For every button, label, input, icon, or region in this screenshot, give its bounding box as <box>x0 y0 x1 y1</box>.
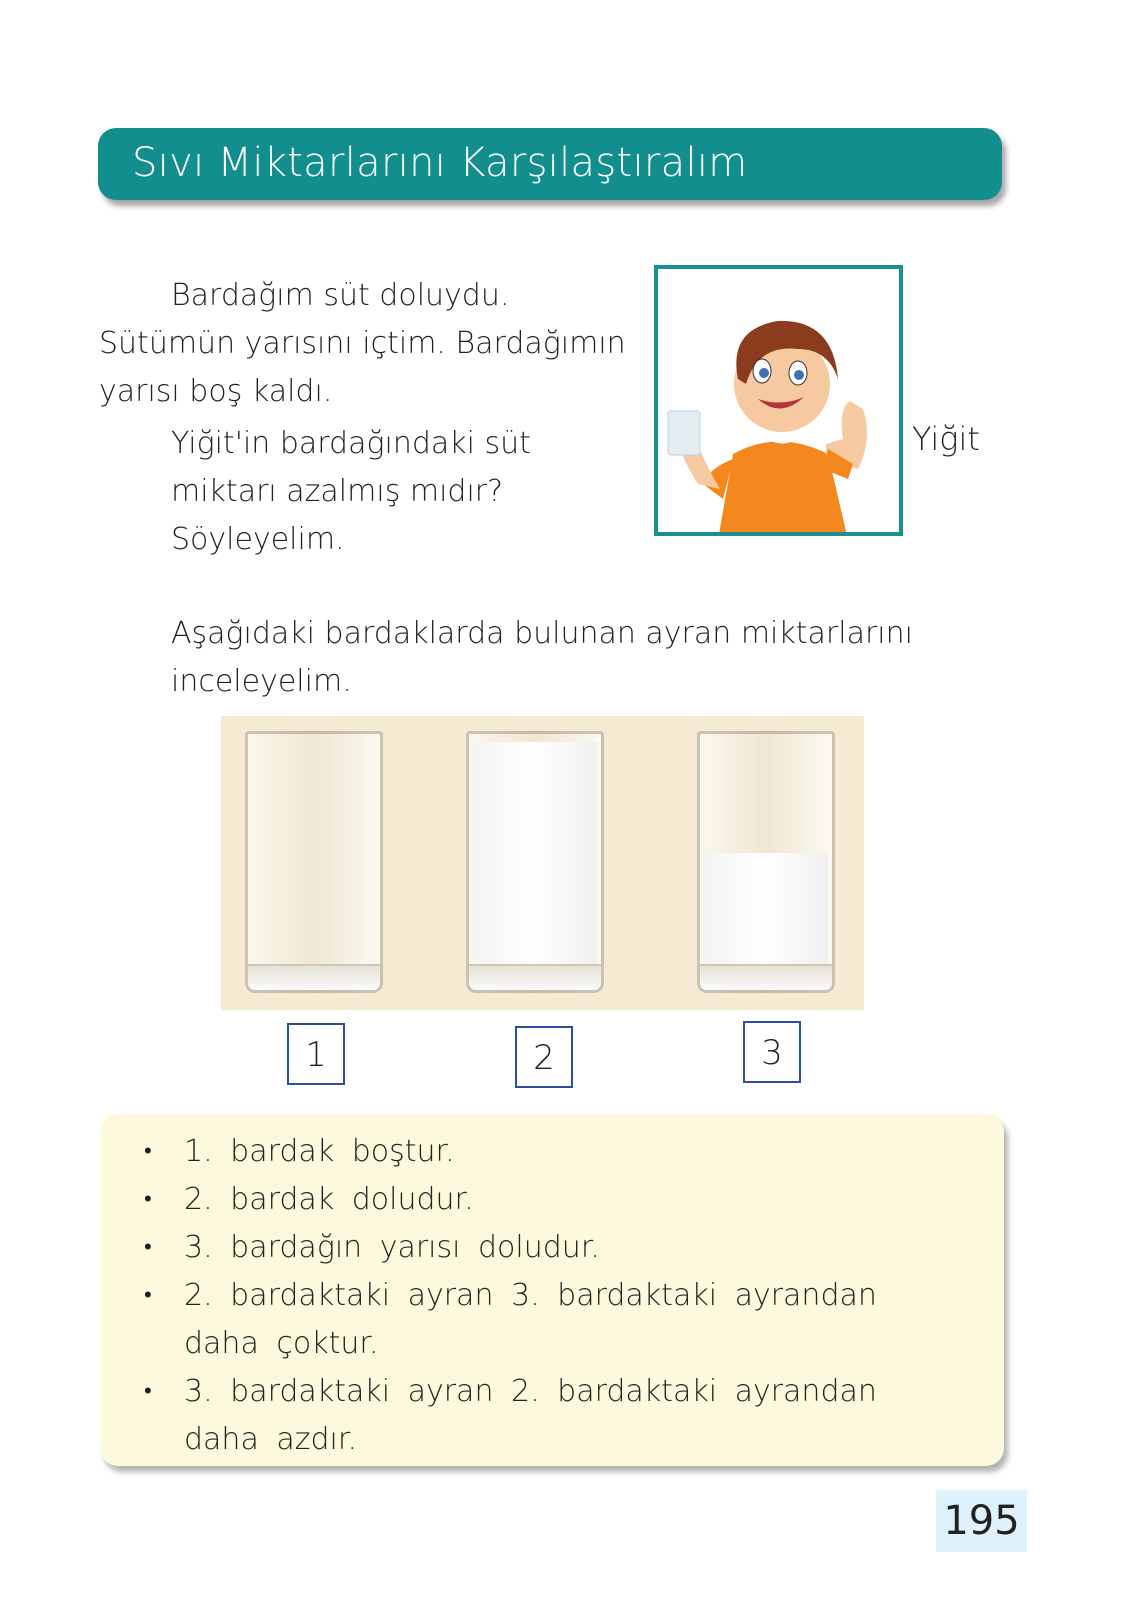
character-name-label: Yiğit <box>912 420 980 458</box>
statements-list <box>144 1128 1004 1464</box>
story-line-1: Bardağım süt doluydu. <box>171 278 510 313</box>
statement-item: • 2. bardak doludur. <box>144 1176 944 1224</box>
glass-number-box-3: 3 <box>743 1021 801 1083</box>
instruction-text: Aşağıdaki bardaklarda bulunan ayran miktarlarını inceleyelim. <box>171 616 913 699</box>
boy-illustration <box>654 265 903 536</box>
statement-item: • 1. bardak boştur. <box>144 1128 944 1176</box>
glass-number-box-1: 1 <box>287 1023 345 1085</box>
statement-item: • 3. bardaktaki ayran 2. bardaktaki ayrandan daha azdır. <box>144 1368 944 1464</box>
glass-base <box>700 964 832 990</box>
milk-fill <box>704 853 828 964</box>
question-paragraph <box>99 420 639 564</box>
milk-fill <box>473 742 597 964</box>
story-line-2: Sütümün yarısını içtim. Bardağımın yarısı boş kaldı. <box>99 326 626 409</box>
glass-2 <box>466 731 604 993</box>
glass-number-box-2: 2 <box>515 1026 573 1088</box>
glasses-image-panel <box>221 716 864 1010</box>
glass-base <box>248 964 380 990</box>
story-question: Yiğit'in bardağındaki süt miktarı azalmış mıdır? Söyleyelim. <box>171 426 531 557</box>
glass-1 <box>245 731 383 993</box>
statement-item: • 2. bardaktaki ayran 3. bardaktaki ayrandan daha çoktur. <box>144 1272 944 1368</box>
instruction-paragraph <box>99 610 939 706</box>
section-title: Sıvı Miktarlarını Karşılaştıralım <box>98 128 1002 200</box>
story-paragraph <box>99 272 639 416</box>
statements-box <box>100 1114 1004 1466</box>
glass-base <box>469 964 601 990</box>
statement-item: • 3. bardağın yarısı doludur. <box>144 1224 944 1272</box>
page-number: 195 <box>936 1490 1027 1552</box>
glass-3 <box>697 731 835 993</box>
